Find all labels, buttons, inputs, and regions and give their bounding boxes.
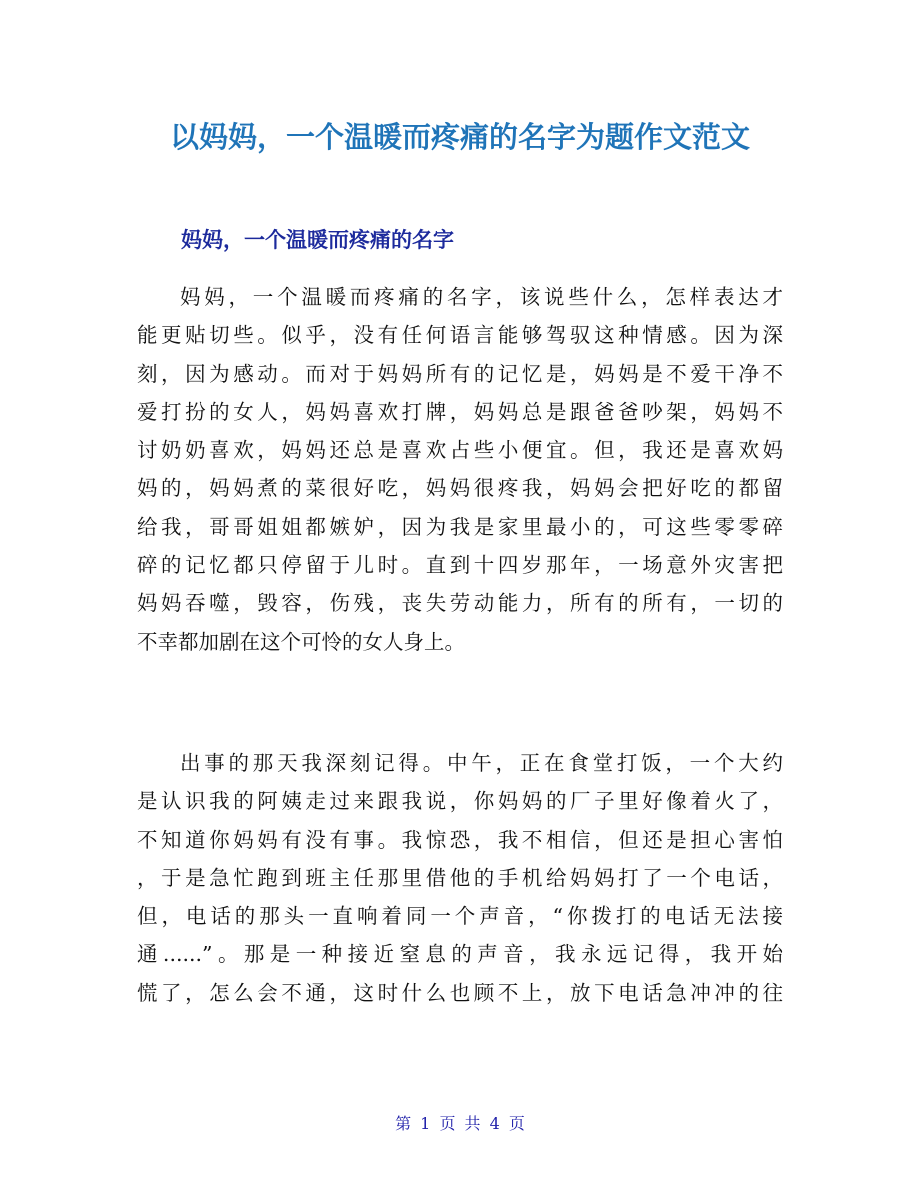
paragraph-line: 出事的那天我深刻记得。中午，正在食堂打饭，一个大约: [180, 751, 783, 775]
paragraph-line: 讨奶奶喜欢，妈妈还总是喜欢占些小便宜。但，我还是喜欢妈: [137, 438, 783, 463]
document-title: 以妈妈，一个温暖而疼痛的名字为题作文范文: [169, 120, 750, 154]
paragraph-line: 但，电话的那头一直响着同一个声音，“你拨打的电话无法接: [137, 904, 783, 929]
paragraph-line: 爱打扮的女人，妈妈喜欢打牌，妈妈总是跟爸爸吵架，妈妈不: [137, 399, 783, 424]
paragraph-line: 是认识我的阿姨走过来跟我说，你妈妈的厂子里好像着火了，: [137, 789, 783, 814]
paragraph-1: [137, 278, 783, 661]
paragraph-line: 妈妈，一个温暖而疼痛的名字，该说些什么，怎样表达才: [180, 285, 783, 309]
paragraph-2: [137, 744, 783, 1012]
paragraph-line: 妈的，妈妈煮的菜很好吃，妈妈很疼我，妈妈会把好吃的都留: [137, 476, 783, 501]
paragraph-line: 能更贴切些。似乎，没有任何语言能够驾驭这种情感。因为深: [137, 323, 783, 348]
paragraph-line: 慌了，怎么会不通，这时什么也顾不上，放下电话急冲冲的往: [137, 980, 783, 1005]
section-heading: 妈妈，一个温暖而疼痛的名字: [181, 228, 454, 252]
paragraph-line: 不知道你妈妈有没有事。我惊恐，我不相信，但还是担心害怕: [137, 827, 783, 852]
paragraph-line: 刻，因为感动。而对于妈妈所有的记忆是，妈妈是不爱干净不: [137, 361, 783, 386]
paragraph-line: ，于是急忙跑到班主任那里借他的手机给妈妈打了一个电话，: [137, 865, 783, 890]
paragraph-line: 妈妈吞噬，毁容，伤残，丧失劳动能力，所有的所有，一切的: [137, 591, 783, 616]
paragraph-line: 不幸都加剧在这个可怜的女人身上。: [137, 629, 465, 654]
page-footer: 第 1 页 共 4 页: [395, 1114, 525, 1133]
paragraph-line: 碎的记忆都只停留于儿时。直到十四岁那年，一场意外灾害把: [137, 553, 783, 578]
paragraph-line: 给我，哥哥姐姐都嫉妒，因为我是家里最小的，可这些零零碎: [137, 514, 783, 539]
paragraph-line: 通......”。那是一种接近窒息的声音，我永远记得，我开始: [137, 942, 783, 967]
